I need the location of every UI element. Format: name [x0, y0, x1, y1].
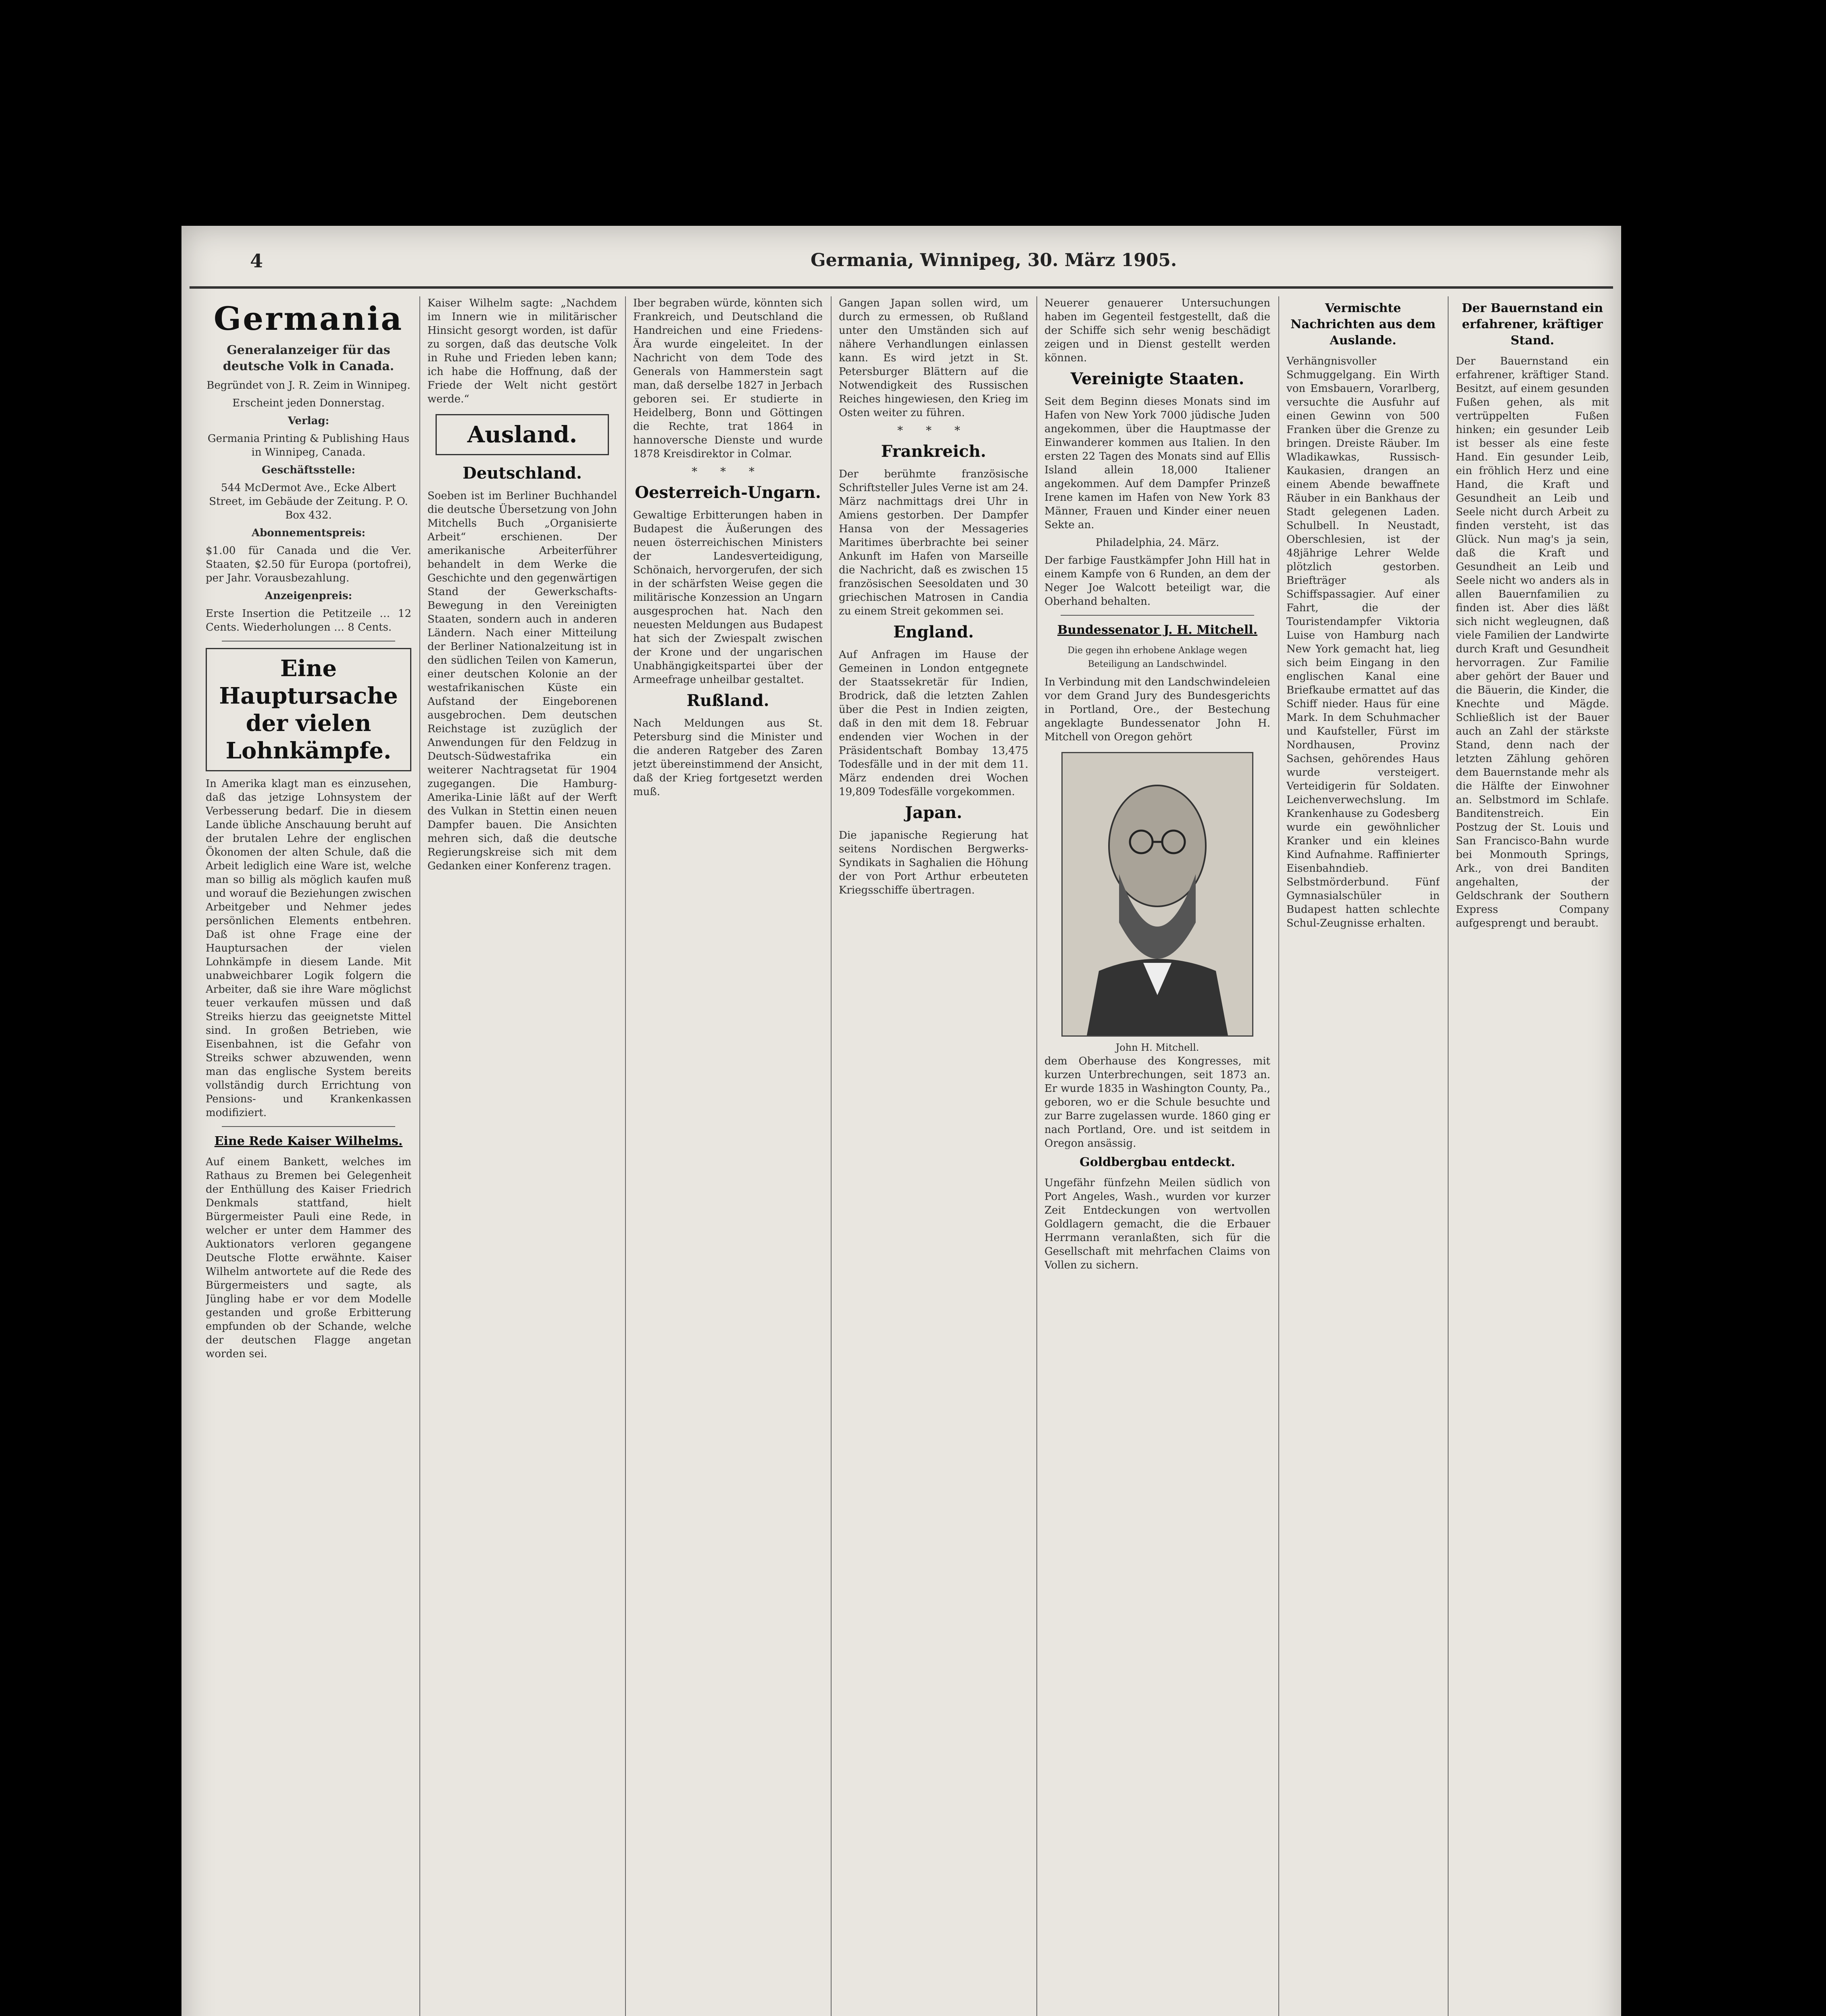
subsection-title: Frankreich.	[881, 442, 986, 461]
section-title: Vermischte Nachrichten aus dem Auslande.	[1290, 301, 1436, 348]
headline-box	[206, 648, 411, 771]
masthead: Germania, Winnipeg, 30. März 1905.	[811, 250, 1177, 271]
office-label: Geschäftsstelle:	[262, 464, 355, 476]
divider	[1061, 615, 1254, 616]
article-text: Auf einem Bankett, welches im Rathaus zu Bremen bei Gelegenheit der Enthüllung des Kaiser Friedrich Denkmals stattfand, hielt Bürgermeister Pauli eine Rede, in welcher er unter dem Hammer des Auktionators verloren gegangene Deutsche Flotte erwähnte. Kaiser Wilhelm antwortete auf die Rede des Bürgermeisters und sagte, als Jüngling habe er vor dem Modelle gestanden und große Erbitterung empfunden ob der Schande, welche der deutschen Flagge angetan worden sei.	[206, 1156, 411, 1360]
subsection-title: Oesterreich-Ungarn.	[635, 483, 821, 502]
founded-line: Begründet von J. R. Zeim in Winnipeg.	[206, 379, 411, 392]
subsection-title: Goldbergbau entdeckt.	[1080, 1155, 1235, 1169]
column-5	[1044, 296, 1270, 2016]
column-4	[839, 296, 1028, 2016]
portrait-article-subtitle: Die gegen ihn erhobene Anklage wegen Beteiligung an Landschwindel.	[1067, 646, 1247, 669]
subsection-title: England.	[893, 623, 974, 641]
portrait-engraving	[1061, 752, 1253, 1037]
column-6	[1286, 296, 1440, 2016]
subsection-title: Vereinigte Staaten.	[1070, 369, 1244, 388]
article-text: dem Oberhause des Kongresses, mit kurzen Unterbrechungen, seit 1873 an. Er wurde 1835 in Washington County, Pa., geboren, wo er die Schule besuchte und zur Barre zugelassen wurde. 1860 ging er nach Portland, Ore. und ist seitdem in Oregon ansässig.	[1044, 1055, 1270, 1150]
ads-label: Anzeigenpreis:	[265, 590, 352, 602]
article-text: Soeben ist im Berliner Buchhandel die deutsche Übersetzung von John Mitchells Buch „Organisierte Arbeit“ erschienen. Der amerikanische Arbeiterführer behandelt in dem Werke die Geschichte und den gegenwärtigen Stand der Gewerkschafts-Bewegung in den Vereinigten Staaten, sondern auch in anderen Ländern. Nach einer Mitteilung der Berliner Nationalzeitung ist in den südlichen Teilen von Kamerun, einer deutschen Kolonie an der westafrikanischen Küste ein Aufstand der Eingeborenen ausgebrochen. Dem deutschen Reichstage ist zuzüglich der Anwendungen für den Feldzug in Deutsch-Südwestafrika ein weiterer Nachtragsetat für 1904 zugegangen. Die Hamburg-Amerika-Linie läßt auf der Werft des Vulkan in Stettin einen neuen Dampfer bauen. Die Ansichten mehren sich, daß die deutsche Regierungskreise sich mit dem Gedanken einer Konferenz tragen.	[427, 490, 617, 872]
page-number: 4	[250, 250, 263, 272]
article-text: Nach Meldungen aus St. Petersburg sind die Minister und die anderen Ratgeber des Zaren jetzt übereinstimmend der Ansicht, daß der Krieg fortgesetzt werden muß.	[633, 717, 823, 798]
article-text: In Verbindung mit den Landschwindeleien vor dem Grand Jury des Bundesgerichts in Portland, Ore., der Bestechung angeklagte Bundessenator John H. Mitchell von Oregon gehört	[1044, 676, 1270, 743]
divider	[222, 1126, 395, 1127]
section-title-box	[436, 414, 609, 455]
header-rule	[190, 286, 1613, 289]
office-address: 544 McDermot Ave., Ecke Albert Street, im Gebäude der Zeitung. P. O. Box 432.	[209, 482, 408, 521]
article-text: Der Bauernstand ein erfahrener, kräftiger Stand. Besitzt, auf einem gesunden Fußen gehen, als mit vertrüppelten Fußen hinken; ein gesunder Leib ist besser als eine feste Hand. Ein gesunder Leib, ein fröhlich Herz und eine Hand, die Kraft und Gesundheit an Leib und Seele nicht durch Arbeit zu finden versteht, ist das Glück. Nun mag's ja sein, daß die Kraft und Gesundheit an Leib und Seele nicht wo anders als in allen Bauernfamilien zu finden ist. Aber dies läßt sich nicht wegleugnen, daß viele Familien der Landwirte durch Kraft und Gesundheit hervorragen. Zur Familie aber gehört der Bauer und die Bäuerin, die Kinder, die Knechte und Mägde. Schließlich ist der Bauer auch an Zahl der stärkste Stand, denn nach der letzten Zählung gehören dem Bauernstande mehr als die Hälfte der Einwohner an. Selbstmord im Schlafe. Banditenstreich. Ein Postzug der St. Louis und San Francisco-Bahn wurde bei Monmouth Springs, Ark., von drei Banditen angehalten, der Geldschrank der Southern Express Company aufgesprengt und beraubt.	[1456, 355, 1609, 929]
dateline: Philadelphia, 24. März.	[1095, 537, 1219, 549]
article-text: Auf Anfragen im Hause der Gemeinen in London entgegnete der Staatssekretär für Indien, Brodrick, daß die letzten Zahlen über die Pest in Indien zeigten, daß in den mit dem 18. Februar endenden vier Wochen in der Präsidentschaft Bombay 13,475 Todesfälle und in der mit dem 11. März endenden drei Wochen 19,809 Todesfälle vorgekommen.	[839, 649, 1028, 798]
subsection-title: Japan.	[905, 803, 962, 822]
subsection-title: Rußland.	[686, 691, 769, 710]
section-title: Der Bauernstand ein erfahrener, kräftiger Stand.	[1461, 301, 1603, 348]
column-3	[633, 296, 823, 2016]
article-text: Iber begraben würde, könnten sich Frankreich, und Deutschland die Handreichen und eine Friedens-Ära wurde eingeleitet. In der Nachricht von dem Tode des Generals von Hammerstein sagt man, daß derselbe 1827 in Jerbach geboren sei. Er studierte in Heidelberg, Bonn und Göttingen die Rechte, trat 1864 in hannoversche Dienste und wurde 1878 Kreisdirektor in Colmar.	[633, 297, 823, 460]
portrait-article-title: Bundessenator J. H. Mitchell.	[1057, 623, 1258, 637]
article-text: Kaiser Wilhelm sagte: „Nachdem im Innern wie in militärischer Hinsicht gesorgt worden, ist dafür zu sorgen, daß das deutsche Volk in Ruhe und Frieden leben kann; ich habe die Hoffnung, daß der Friede der Welt nicht gestört werde.“	[427, 297, 617, 405]
article-text: Verhängnisvoller Schmuggelgang. Ein Wirth von Emsbauern, Vorarlberg, versuchte die Ausfuhr auf einen Gewinn von 500 Franken über die Grenze zu bringen. Dreiste Räuber. Im Wladikawkas, Russisch-Kaukasien, drangen an einem Abende bewaffnete Räuber in ein Bankhaus der Stadt gelegenen Laden. Schulbell. In Neustadt, Oberschlesien, ist der 48jährige Lehrer Welde plötzlich gestorben. Briefträger als Schiffspassagier. Auf einer Fahrt, die der Touristendampfer Viktoria Luise von Hamburg nach New York gemacht hat, lieg sich beim Eingang in den englischen Kanal eine Briefkaube ermattet auf das Schiff nieder. Haus für eine Mark. In dem Schuhmacher und Kaufsteller, Fürst im Nordhausen, Provinz Sachsen, gehörendes Haus wurde versteigert. Verteidigerin für Soldaten. Leichenverwechslung. Im Krankenhause zu Godesberg wurde ein gewöhnlicher Kranker und ein kleines Kind Aufnahme. Raffinierter Eisenbahndieb. Selbstmörderbund. Fünf Gymnasialschüler in Budapest hatten schlechte Schul-Zeugnisse erhalten.	[1286, 355, 1440, 929]
paper-title: Germania	[213, 300, 404, 337]
column-1	[206, 296, 411, 2016]
ads-price: Erste Insertion die Petitzeile … 12 Cents. Wiederholungen … 8 Cents.	[206, 608, 411, 633]
column-rule	[625, 296, 626, 2016]
column-rule	[1036, 296, 1037, 2016]
column-2	[427, 296, 617, 2016]
separator-dots: * * *	[897, 424, 970, 437]
article-text: Seit dem Beginn dieses Monats sind im Hafen von New York 7000 jüdische Juden angekommen, über die Hauptmasse der Einwanderer kommen aus Italien. In den ersten 22 Tagen des Monats sind auf Ellis Island allein 18,000 Italiener angekommen. Auf dem Dampfer Prinzeß Irene kamen im Hafen von New York 83 Männer, Frauen und Kinder einer neuen Sekte an.	[1044, 396, 1270, 531]
article-title: Eine Hauptursache der vielen Lohnkämpfe.	[219, 655, 398, 764]
paper-subtitle: Generalanzeiger für das deutsche Volk in Canada.	[223, 343, 394, 373]
column-rule	[831, 296, 832, 2016]
article-title: Eine Rede Kaiser Wilhelms.	[214, 1134, 403, 1148]
separator-dots: * * *	[692, 465, 764, 478]
publisher-label: Verlag:	[288, 415, 329, 427]
column-rule	[419, 296, 420, 2016]
appears-line: Erscheint jeden Donnerstag.	[232, 397, 385, 409]
column-rule	[1278, 296, 1279, 2016]
subsection-title: Deutschland.	[463, 464, 582, 483]
subscription-price: $1.00 für Canada und die Ver. Staaten, $2.50 für Europa (portofrei), per Jahr. Vorausbezahlung.	[206, 545, 411, 584]
article-text: Neuerer genauerer Untersuchungen haben im Gegenteil festgestellt, daß die der Schiffe sich sehr wenig beschädigt zeigen und in Dienst gestellt werden können.	[1044, 297, 1270, 364]
article-text: Gangen Japan sollen wird, um durch zu ermessen, ob Rußland unter den Umständen sich auf nähere Verhandlungen einlassen kann. Es wird jetzt in St. Petersburger Blättern auf die Notwendigkeit des Russischen Reiches hingewiesen, den Krieg im Osten weiter zu führen.	[839, 297, 1028, 419]
article-text: Der farbige Faustkämpfer John Hill hat in einem Kampfe von 6 Runden, an dem der Neger Joe Walcott beteiligt war, die Oberhand behalten.	[1044, 554, 1270, 608]
column-rule	[1448, 296, 1449, 2016]
subscription-label: Abonnementspreis:	[251, 527, 366, 539]
newspaper-page	[181, 226, 1621, 2016]
column-7	[1456, 296, 1609, 2016]
section-title: Ausland.	[467, 421, 577, 448]
article-text: Die japanische Regierung hat seitens Nordischen Bergwerks-Syndikats in Saghalien die Höhung der von Port Arthur erbeuteten Kriegsschiffe übertragen.	[839, 829, 1028, 896]
publisher: Germania Printing & Publishing Haus in Winnipeg, Canada.	[207, 433, 410, 458]
article-text: Ungefähr fünfzehn Meilen südlich von Port Angeles, Wash., wurden vor kurzer Zeit Entdeckungen von wertvollen Goldlagern gemacht, die die Erbauer Herrmann veranlaßten, sich für die Gesellschaft mit mehrfachen Claims von Vollen zu sichern.	[1044, 1177, 1270, 1271]
portrait-caption: John H. Mitchell.	[1115, 1042, 1199, 1053]
article-text: In Amerika klagt man es einzusehen, daß das jetzige Lohnsystem der Verbesserung bedarf. Die in diesem Lande übliche Anschauung beruht auf der brutalen Lehre der englischen Ökonomen der alten Schule, daß die Arbeit lediglich eine Ware ist, welche man so billig als möglich kaufen muß und worauf die Beziehungen zwischen Arbeitgeber und Nehmer jedes persönlichen Elements entbehren. Daß ist ohne Frage eine der Hauptursachen der vielen Lohnkämpfe in diesem Lande. Mit unabweichbarer Logik folgern die Arbeiter, daß sie ihre Ware möglichst teuer verkaufen müssen und daß Streiks hierzu das geeignetste Mittel sind. In großen Betrieben, wie Eisenbahnen, ist die Gefahr von Streiks schwer abzuwenden, wenn man das englische System bereits vollständig durch Errichtung von Pensions- und Krankenkassen modifiziert.	[206, 778, 411, 1119]
portrait-illustration	[1063, 753, 1252, 1035]
article-text: Der berühmte französische Schriftsteller Jules Verne ist am 24. März nachmittags drei Uhr in Amiens gestorben. Der Dampfer Hansa von der Messageries Maritimes überbrachte bei seiner Ankunft im Hafen von Marseille die Nachricht, daß es zwischen 15 französischen Seesoldaten und 30 griechischen Matrosen in Candia zu einem Streit gekommen sei.	[839, 468, 1028, 617]
article-text: Gewaltige Erbitterungen haben in Budapest die Äußerungen des neuen österreichischen Ministers der Landesverteidigung, Schönaich, hervorgerufen, der sich in der schärfsten Weise gegen die militärische Konzession an Ungarn ausgesprochen hat. Nach den neuesten Meldungen aus Budapest hat sich der Zwiespalt zwischen der Krone und der ungarischen Unabhängigkeitspartei über der Armeefrage unheilbar gestaltet.	[633, 509, 823, 686]
